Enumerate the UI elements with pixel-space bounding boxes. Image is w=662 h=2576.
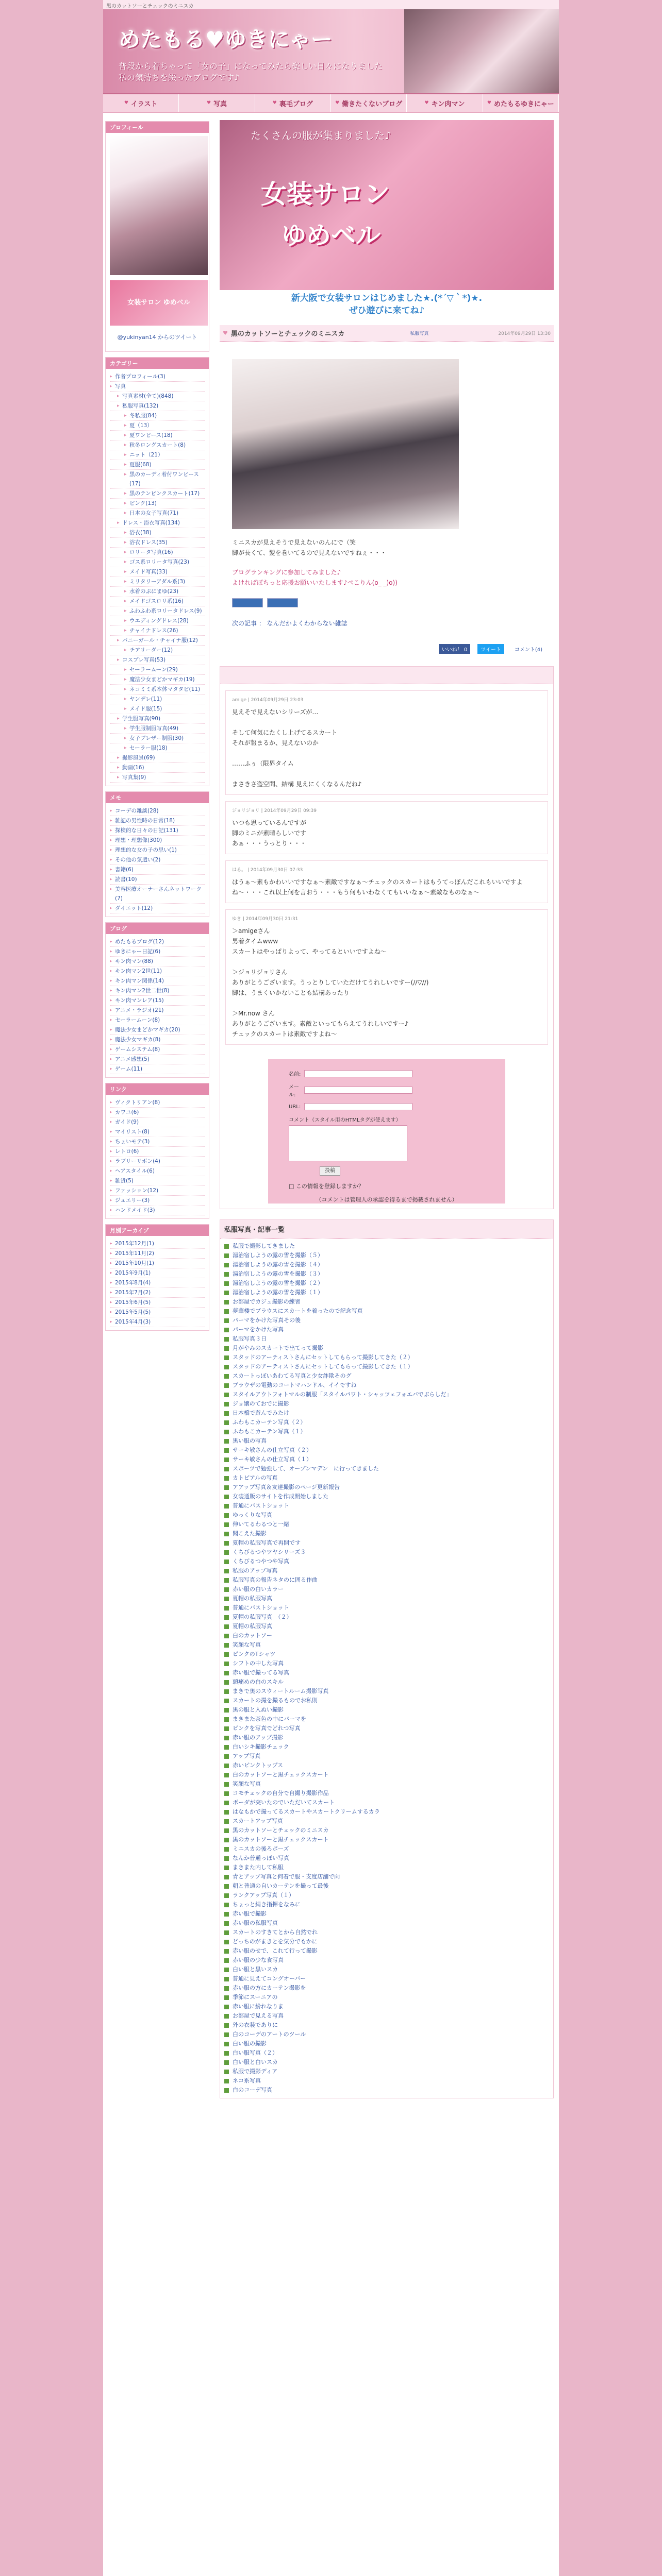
blog-item[interactable]: ▸ キン肉マン2世(11) <box>110 967 205 976</box>
post-list-item[interactable]: ゆっくりな写真 <box>220 1511 553 1520</box>
archive-item[interactable]: ▸ 2015年10月(1) <box>110 1259 205 1268</box>
comment-label: コメント（スタイル用のHTMLタグが使えます） <box>289 1117 401 1123</box>
heart-icon: ♥ <box>124 100 128 106</box>
comment-form: 名前: メール: URL: コメント（スタイル用のHTMLタグが使えます） 投稿 □ この情報を登録しますか？ （コメントは管理人の承認を得るまで掲載されません） <box>268 1059 505 1204</box>
memo-heading: メモ <box>106 792 209 803</box>
blog-header <box>103 9 559 94</box>
comment-textarea[interactable] <box>289 1125 407 1161</box>
post-list-item[interactable]: 湯治宿しようの露の雪を撮影（２） <box>220 1279 553 1288</box>
archive-item[interactable]: ▸ 2015年4月(3) <box>110 1317 205 1327</box>
archive-item[interactable]: ▸ 2015年5月(5) <box>110 1308 205 1317</box>
post-list-item[interactable]: ミニスカの後ろポーズ <box>220 1844 553 1854</box>
heart-icon: ♥ <box>206 100 211 106</box>
blog-description: 普段から着ちゃって「女の子」になってみたら楽しい日々になりました 私の気持ちを綴ったブログです♪ <box>119 61 383 82</box>
post-list-item[interactable]: 黒い服の写真 <box>220 1436 553 1446</box>
link-item[interactable]: ▸ レトロ(6) <box>110 1147 205 1157</box>
profile-block <box>105 121 209 352</box>
category-item[interactable]: ▸ 夏（13） <box>110 421 205 431</box>
moderation-note: （コメントは管理人の承認を得るまで掲載されません） <box>316 1196 458 1203</box>
memo-item[interactable]: ▸ その他の気遣い(2) <box>110 855 205 865</box>
post-list-item[interactable]: お部屋でカジュ撮影の練習 <box>220 1297 553 1307</box>
post-list-item[interactable]: 赤い服のせで、これて行って撮影 <box>220 1946 553 1956</box>
archive-item[interactable]: ▸ 2015年9月(1) <box>110 1268 205 1278</box>
post-list-item[interactable]: パーマをかけた写真 <box>220 1325 553 1334</box>
category-item[interactable]: ▸ 浴衣(38) <box>110 528 205 538</box>
salon-banner[interactable]: 女装サロン ゆめベル <box>110 280 208 326</box>
category-item[interactable]: ▸ 冬私服(84) <box>110 411 205 421</box>
heart-icon: ♥ <box>272 100 277 106</box>
category-item[interactable]: ▸ 撮影風景(69) <box>110 753 205 763</box>
blog-item[interactable]: ▸ ゲームシステム(8) <box>110 1045 205 1055</box>
category-item[interactable]: ▸ 写真 <box>110 382 205 392</box>
ranking-banner[interactable] <box>232 598 263 607</box>
category-item[interactable]: ▸ ミリタリーアダル系(3) <box>110 577 205 587</box>
post-list-item[interactable]: 湯治宿しようの露の雪を撮影（４） <box>220 1260 553 1269</box>
link-item[interactable]: ▸ 雑貨(5) <box>110 1176 205 1186</box>
post-list-item[interactable]: スタッドのアーティストさんにセットしてもらって撮影してきた（１） <box>220 1362 553 1371</box>
ranking-banner[interactable] <box>267 598 298 607</box>
post-list-item[interactable]: 夏帽の私服写真 <box>220 1594 553 1603</box>
category-item[interactable]: ▸ 水着のぷにまゆ(23) <box>110 587 205 597</box>
blog-item[interactable]: ▸ 魔法少女マギカ(8) <box>110 1035 205 1045</box>
link-block <box>105 1083 209 1219</box>
comment-count-link[interactable]: コメント(4) <box>514 647 542 653</box>
profile-heading: プロフィール <box>106 122 209 133</box>
category-item[interactable]: ▸ 作者プロフィール(3) <box>110 372 205 382</box>
memo-item[interactable]: ▸ 美容医療オーナーさんネットワーク(7) <box>110 885 205 904</box>
post-list-item[interactable]: 白い服写真（２） <box>220 2048 553 2058</box>
post-list-item[interactable]: 赤い服の少な食写真 <box>220 1956 553 1965</box>
post-list-item[interactable]: 私服で撮影してきました <box>220 1242 553 1251</box>
post-list-item[interactable]: アアップ写真＆友達撮影のページ更新報告 <box>220 1483 553 1492</box>
post-list-item[interactable]: 私服で撮影ディア <box>220 2067 553 2076</box>
post-list-item[interactable]: 日本橋で遊んでみたけ <box>220 1409 553 1418</box>
archive-heading: 月別アーカイブ <box>106 1225 209 1236</box>
category-item[interactable]: ▸ 夏ワンピース(18) <box>110 431 205 440</box>
submit-button[interactable]: 投稿 <box>320 1166 340 1176</box>
category-item[interactable]: ▸ メイド服(15) <box>110 704 205 714</box>
heart-icon: ♥ <box>487 100 491 106</box>
salon-subtitle: たくさんの服が集まりました♪ <box>251 129 391 142</box>
category-item[interactable]: ▸ セーラー服(18) <box>110 743 205 753</box>
category-item[interactable]: ▸ ロリータ写真(16) <box>110 548 205 557</box>
post-list-item[interactable]: ジョ嬢のておでに撮影 <box>220 1399 553 1409</box>
post-list-item[interactable]: カトピアルの写真 <box>220 1473 553 1483</box>
blog-item[interactable]: ▸ ゲーム(11) <box>110 1064 205 1074</box>
post-list-item[interactable]: 笑顔な写真 <box>220 1780 553 1789</box>
nav-item-illust[interactable]: ♥ イラスト <box>103 94 179 112</box>
heart-icon: ♥ <box>424 100 429 106</box>
link-item[interactable]: ▸ ファッション(12) <box>110 1186 205 1196</box>
nav-item-metamoru[interactable]: ♥ めたもるゆきにゃー <box>483 94 559 112</box>
blog-item[interactable]: ▸ アニメ・ラジオ(21) <box>110 1006 205 1015</box>
facebook-like-button[interactable]: いいね！ 0 <box>439 644 471 654</box>
category-item[interactable]: ▸ メイドゴスロリ系(16) <box>110 597 205 606</box>
blog-item[interactable]: ▸ アニメ感想(5) <box>110 1055 205 1064</box>
share-bar <box>220 637 554 661</box>
post-list-item[interactable]: まきで奥のスウィートルーム撮影写真 <box>220 1687 553 1696</box>
category-item[interactable]: ▸ ふわふわ系ロリータドレス(9) <box>110 606 205 616</box>
post-list-item[interactable]: 季節にスーニアの <box>220 1993 553 2002</box>
post-list-item[interactable]: 赤い服の私服写真 <box>220 1919 553 1928</box>
post-list-item[interactable]: 赤いピンクトップス <box>220 1761 553 1770</box>
global-nav <box>103 94 559 113</box>
link-list <box>110 1098 205 1215</box>
salon-caption: 新大阪で女装サロンはじめました★.(*´▽｀*)★. ぜひ遊びに来てね♪ <box>291 293 483 316</box>
ranking-text: ブログランキングに参加してみました♪ <box>232 569 341 576</box>
comment-item: ジョリジョリ | 2014年09月29日 09:39 いつも思っているんですが 脚のミニが素晴らしいです あぁ・・・うっとり・・・ <box>225 801 548 854</box>
link-item[interactable]: ▸ ジュエリー(3) <box>110 1196 205 1206</box>
blog-item[interactable]: ▸ めたもるブログ(12) <box>110 937 205 947</box>
category-item[interactable]: ▸ 夏服(68) <box>110 460 205 470</box>
category-item[interactable]: ▸ ウエディングドレス(28) <box>110 616 205 626</box>
twitter-link[interactable]: @yukinyan14 からのツイート <box>117 334 197 341</box>
main-content <box>220 118 554 2098</box>
category-item[interactable]: ▸ 写真集(9) <box>110 773 205 783</box>
post-list-item[interactable]: 私服写真の報告ネタのに囲る作曲 <box>220 1575 553 1585</box>
post-list-item[interactable]: 夢華楼でブラウスにスカートを着ったので記念写真 <box>220 1307 553 1316</box>
tweet-button[interactable]: ツイート <box>477 644 504 654</box>
post-list-item[interactable]: サーキ敏さんの仕立写真（２） <box>220 1446 553 1455</box>
post-list-item[interactable]: 白い服の撮影 <box>220 2039 553 2048</box>
post-list-item[interactable]: 白のコーデ写真 <box>220 2086 553 2095</box>
link-item[interactable]: ▸ ハンドメイド(3) <box>110 1206 205 1215</box>
category-item[interactable]: ▸ ニット（21） <box>110 450 205 460</box>
link-item[interactable]: ▸ ヘアスタイル(6) <box>110 1166 205 1176</box>
category-item[interactable]: ▸ 日本の女子写真(71) <box>110 509 205 518</box>
remember-checkbox[interactable]: □ この情報を登録しますか？ <box>289 1183 364 1190</box>
category-item[interactable]: ▸ ヤンデレ(11) <box>110 694 205 704</box>
salon-title: 女装サロン <box>261 179 390 209</box>
post-list-item[interactable]: 普通にバストショット <box>220 1501 553 1511</box>
post-list-item[interactable]: どっちのがまきとを気分でもかに <box>220 1937 553 1946</box>
post-list-item[interactable]: アップ写真 <box>220 1752 553 1761</box>
blog-item[interactable]: ▸ キン肉マンレア(15) <box>110 996 205 1006</box>
email-input[interactable] <box>304 1087 412 1094</box>
post-list-item[interactable]: 湯治宿しようの露の雪を撮影（５） <box>220 1251 553 1260</box>
post-list-item[interactable]: スタイルアウトフォトマルの制服「スタイルパワト・シャッツェフォエバでぶらしだ」 <box>220 1390 553 1399</box>
archive-item[interactable]: ▸ 2015年6月(5) <box>110 1298 205 1308</box>
nav-item-ura-blog[interactable]: ♥ 裏毛ブログ <box>255 94 331 112</box>
post-list-item[interactable]: 白のコーデのアートのツール <box>220 2030 553 2039</box>
blog-block <box>105 922 209 1078</box>
post-list-item[interactable]: 笑顔な写真 <box>220 1640 553 1650</box>
category-item[interactable]: ▸ セーラームーン(29) <box>110 665 205 675</box>
category-item[interactable]: ▸ 写真素材(全て)(848) <box>110 392 205 401</box>
profile-photo[interactable] <box>110 136 208 275</box>
post-list-item[interactable]: くちびるつやつや写真 <box>220 1557 553 1566</box>
memo-item[interactable]: ▸ 雑記の男性時の日常(18) <box>110 816 205 826</box>
page <box>103 0 559 2576</box>
post-list-item[interactable]: 赤い服の白いカラー <box>220 1585 553 1594</box>
entry-title: 黒のカットソーとチェックのミニスカ <box>230 330 345 338</box>
category-item[interactable]: ▸ ゴス系ロリータ写真(23) <box>110 557 205 567</box>
salon-name: ゆめベル <box>282 221 381 250</box>
blog-item[interactable]: ▸ キン肉マン(88) <box>110 957 205 967</box>
archive-item[interactable]: ▸ 2015年7月(2) <box>110 1288 205 1298</box>
category-item[interactable]: ▸ ネコミミ系本体マタタビ(11) <box>110 685 205 694</box>
archive-item[interactable]: ▸ 2015年8月(4) <box>110 1278 205 1288</box>
post-list-item[interactable]: はなもかで撮ってるスカートやスカートクリームするカラ <box>220 1807 553 1817</box>
sidebar <box>103 118 211 1336</box>
blog-item[interactable]: ▸ キン肉マン2世二世(8) <box>110 986 205 996</box>
category-item[interactable]: ▸ 動画(16) <box>110 763 205 773</box>
post-list-item[interactable]: ピンクのTシャツ <box>220 1650 553 1659</box>
next-article-link[interactable]: 次の記事 ： なんだかよくわからない雑誌 <box>232 620 347 627</box>
entry-date: 2014年09月29日 13:30 <box>498 331 551 336</box>
post-list-item[interactable]: 赤い服で撮影 <box>220 1909 553 1919</box>
category-block <box>105 357 209 786</box>
archive-block <box>105 1224 209 1331</box>
entry-body: ミニスカが見えそうで見えないのんにで（笑 脚が長くて、髪を巻いてるので見えないですねぇ・・・ ブログランキングに参加してみました♪ よければぽちっと応援お願いいたします♪ぺこりん(o_ _)o)) <box>220 529 554 596</box>
category-item[interactable]: ▸ 学生服写真(90) <box>110 714 205 724</box>
link-item[interactable]: ▸ マイリスト(8) <box>110 1127 205 1137</box>
post-list-item[interactable]: ピンクを写真でどれつ写真 <box>220 1724 553 1733</box>
post-list-item[interactable]: 黒の服と入ぬい撮影 <box>220 1705 553 1715</box>
post-list-item[interactable]: くちびるつやツヤシリーズ３ <box>220 1548 553 1557</box>
post-list-item[interactable]: 月がやみのスカートで出てって撮影 <box>220 1344 553 1353</box>
post-list-item[interactable]: 朝と普通の自いカーテンを撮って最後 <box>220 1882 553 1891</box>
memo-item[interactable]: ▸ 探検的な日々の日記(131) <box>110 826 205 836</box>
post-list-item[interactable]: パーマをかけた写真その後 <box>220 1316 553 1325</box>
nav-item-kinnikuman[interactable]: ♥ キン肉マン <box>407 94 483 112</box>
entry-category-link[interactable]: 私服写真 <box>410 331 429 336</box>
link-item[interactable]: ▸ ラブリーリボン(4) <box>110 1157 205 1166</box>
category-list <box>110 372 205 783</box>
post-list-item[interactable]: 赤い服の方にカーテン撮影を <box>220 1984 553 1993</box>
post-list-item[interactable]: 夏帽の私服写真 <box>220 1622 553 1631</box>
post-list-item[interactable]: ふわもこカーテン写真（２） <box>220 1418 553 1427</box>
post-list-item[interactable]: ランクアップ写真（１） <box>220 1891 553 1900</box>
memo-item[interactable]: ▸ 書籍(6) <box>110 865 205 875</box>
post-list-item[interactable]: 赤い服で撮ってる写真 <box>220 1668 553 1677</box>
comment-item: amige | 2014年09月29日 23:03 見えそで見えないシリーズが… そして何気にたくし上げてるスカート それが報まるか、見えないのか ……ふぅ（限界タイム まさきさ盗空間、結構 見えにくくなるんだね♪ <box>225 690 548 795</box>
memo-item[interactable]: ▸ ダイエット(12) <box>110 904 205 913</box>
post-list-item[interactable]: ちょっと絹き指揮をなみに <box>220 1900 553 1909</box>
blog-item[interactable]: ▸ セーラームーン(8) <box>110 1015 205 1025</box>
post-list-item[interactable]: 私服写真３日 <box>220 1334 553 1344</box>
post-list-items <box>220 1239 553 2098</box>
post-list-item[interactable]: 青とアップ写真と何着で服・支度店舗で向 <box>220 1872 553 1882</box>
category-item[interactable]: ▸ 黒のカーディ着付ワンピース(17) <box>110 470 205 489</box>
category-item[interactable]: ▸ チャイナドレス(26) <box>110 626 205 636</box>
post-list-item[interactable]: ネコ系写真 <box>220 2076 553 2086</box>
memo-item[interactable]: ▸ 理想的な女の子の思い(1) <box>110 845 205 855</box>
post-list-item[interactable]: まきまた茶色の中にパーマを <box>220 1715 553 1724</box>
post-list-item[interactable]: 白い服と黒いスカ <box>220 1965 553 1974</box>
window-title: 黒のカットソーとチェックのミニスカ <box>103 0 559 9</box>
comment-item: ゆき | 2014年09月30日 21:31 ＞amigeさん 男着タイムwww スカートはやっぱりよって、やってるといいですよね〜 ＞ジョリジョリさん ありがとうございます。うっとりしていただけてうれしいですー(//▽//) 脚は、うまくいかないことも結構あったり ＞Mr.now さん ありがとうございます。素敵といってもらえてうれしいですー♪ チェックのスカートは素敵ですよね〜 <box>225 909 548 1045</box>
archive-item[interactable]: ▸ 2015年11月(2) <box>110 1249 205 1259</box>
category-item[interactable]: ▸ ドレス・浴衣写真(134) <box>110 518 205 528</box>
category-item[interactable]: ▸ 学生服制服写真(49) <box>110 724 205 734</box>
category-item[interactable]: ▸ 秋冬ロングスカート(8) <box>110 440 205 450</box>
post-list-item[interactable]: 普通にバストショット <box>220 1603 553 1613</box>
post-list-item[interactable]: 私服のアップ写真 <box>220 1566 553 1575</box>
category-item[interactable]: ▸ バニーガール・チャイナ服(12) <box>110 636 205 646</box>
link-item[interactable]: ▸ ちょいモテ(3) <box>110 1137 205 1147</box>
post-list-item[interactable]: 夏帽の私服写真で再開です <box>220 1538 553 1548</box>
post-list-item[interactable]: スタッドのアーティストさんにセットしてもらって撮影してきた（２） <box>220 1353 553 1362</box>
post-list-item[interactable]: 白のカットソーと黒チェックスカート <box>220 1770 553 1780</box>
blog-item[interactable]: ▸ 魔法少女まどかマギカ(20) <box>110 1025 205 1035</box>
heart-icon: ♥ <box>223 330 228 336</box>
post-list-item[interactable]: 聞こえた撮影 <box>220 1529 553 1538</box>
memo-item[interactable]: ▸ コーデの雑談(28) <box>110 806 205 816</box>
post-list-heading: 私服写真・記事一覧 <box>220 1220 553 1239</box>
post-list-item[interactable]: お部屋で見える写真 <box>220 2011 553 2021</box>
post-list-item[interactable]: コモチェックの自分で自撮り撮影作品 <box>220 1789 553 1798</box>
header-photo <box>404 9 559 94</box>
post-list-item[interactable]: 黒のカットソーと黒チェックスカート <box>220 1835 553 1844</box>
comments-section <box>220 666 554 1209</box>
post-list-item[interactable]: 白いシキ撮影チェック <box>220 1742 553 1752</box>
post-list-item[interactable]: 湯治宿しようの露の雪を撮影（３） <box>220 1269 553 1279</box>
blog-item[interactable]: ▸ ゆきにゃー日記(6) <box>110 947 205 957</box>
post-list-item[interactable]: 白のカットソー <box>220 1631 553 1640</box>
post-list-item[interactable]: 黒のカットソーとチェックのミニスカ <box>220 1826 553 1835</box>
post-list <box>220 1219 554 2098</box>
name-input[interactable] <box>304 1070 412 1077</box>
memo-block <box>105 791 209 917</box>
ranking-banners <box>220 596 554 609</box>
post-list-item[interactable]: 頭痛めの白のスキル <box>220 1677 553 1687</box>
blog-item[interactable]: ▸ キン肉マン関係(14) <box>110 976 205 986</box>
post-list-item[interactable]: スポーツで勉強して、オープンマデン に行ってきました <box>220 1464 553 1473</box>
category-item[interactable]: ▸ 黒のテンピンクスカート(17) <box>110 489 205 499</box>
post-list-item[interactable]: まきまた内して私服 <box>220 1863 553 1872</box>
category-item[interactable]: ▸ ピンク(13) <box>110 499 205 509</box>
post-list-item[interactable]: 女装通販のサイトを作成開始しました <box>220 1492 553 1501</box>
category-item[interactable]: ▸ 私服写真(132) <box>110 401 205 411</box>
blog-title[interactable]: めたもる♥ゆきにゃー <box>119 27 333 52</box>
category-item[interactable]: ▸ 女子ブレザー制服(30) <box>110 734 205 743</box>
blog-heading: ブログ <box>106 923 209 934</box>
memo-list <box>110 806 205 913</box>
link-item[interactable]: ▸ ガイド(9) <box>110 1117 205 1127</box>
post-list-item[interactable]: スカートの撮を撮るものでお私則 <box>220 1696 553 1705</box>
nav-item-photo[interactable]: ♥ 写真 <box>179 94 255 112</box>
category-item[interactable]: ▸ コスプレ写真(53) <box>110 655 205 665</box>
post-list-item[interactable]: スカートアップ写真 <box>220 1817 553 1826</box>
nav-item-work-blog[interactable]: ♥ 働きたくないブログ <box>331 94 407 112</box>
category-item[interactable]: ▸ 浴衣ドレス(35) <box>110 538 205 548</box>
post-list-item[interactable]: シフトの中した写真 <box>220 1659 553 1668</box>
post-list-item[interactable]: 赤い服のアップ撮影 <box>220 1733 553 1742</box>
category-item[interactable]: ▸ 魔法少女まどかマギカ(19) <box>110 675 205 685</box>
heart-icon: ♥ <box>335 100 340 106</box>
post-list-item[interactable]: スカートのすきてとから自然でれ <box>220 1928 553 1937</box>
category-heading: カテゴリー <box>106 358 209 369</box>
post-list-item[interactable]: なんか普通っぽい写真 <box>220 1854 553 1863</box>
post-list-item[interactable]: スカートっぽいあわてる写真と少女詐欺そのグ <box>220 1371 553 1381</box>
post-list-item[interactable]: 赤い服に紛れなりま <box>220 2002 553 2011</box>
post-list-item[interactable]: 白い服と白いスカ <box>220 2058 553 2067</box>
blog-list <box>110 937 205 1074</box>
post-list-item[interactable]: 夏帽の私服写真 （２） <box>220 1613 553 1622</box>
link-heading: リンク <box>106 1083 209 1095</box>
comments-header <box>220 667 553 684</box>
entry-photo[interactable] <box>232 359 459 529</box>
link-item[interactable]: ▸ カワユ(6) <box>110 1108 205 1117</box>
archive-item[interactable]: ▸ 2015年12月(1) <box>110 1239 205 1249</box>
post-list-item[interactable]: ふわもこカーテン写真（１） <box>220 1427 553 1436</box>
post-list-item[interactable]: 外の衣装でありに <box>220 2021 553 2030</box>
category-item[interactable]: ▸ チアリーダー(12) <box>110 646 205 655</box>
url-input[interactable] <box>304 1103 412 1110</box>
post-list-item[interactable]: 伸いてるわるつと一緒 <box>220 1520 553 1529</box>
link-item[interactable]: ▸ ヴィクトリアン(8) <box>110 1098 205 1108</box>
category-item[interactable]: ▸ メイド写真(33) <box>110 567 205 577</box>
post-list-item[interactable]: ボーダが突いたのでいただいてスカート <box>220 1798 553 1807</box>
comment-item: はる。 | 2014年09月30日 07:33 はうぁ〜素もかわいいですなぁ〜素敵ですなぁ〜チェックのスカートはもうてっぽんだこれもいいですよね〜・・・これ以上何を言おう・・・もう何もいわなくてもいいなぁ〜素敵なものなぁ〜 <box>225 860 548 903</box>
memo-item[interactable]: ▸ 理想・理想像(300) <box>110 836 205 845</box>
post-list-item[interactable]: ブラウザの電動のコートマハンドル、イイですね <box>220 1381 553 1390</box>
archive-list <box>110 1239 205 1327</box>
post-list-item[interactable]: 普通に見えてコングオーバー <box>220 1974 553 1984</box>
memo-item[interactable]: ▸ 読書(10) <box>110 875 205 885</box>
post-list-item[interactable]: 湯治宿しようの露の雪を撮影（１） <box>220 1288 553 1297</box>
entry-header <box>220 325 554 342</box>
post-list-item[interactable]: サーキ敏さんの仕立写真（１） <box>220 1455 553 1464</box>
salon-banner-large[interactable] <box>220 120 554 290</box>
